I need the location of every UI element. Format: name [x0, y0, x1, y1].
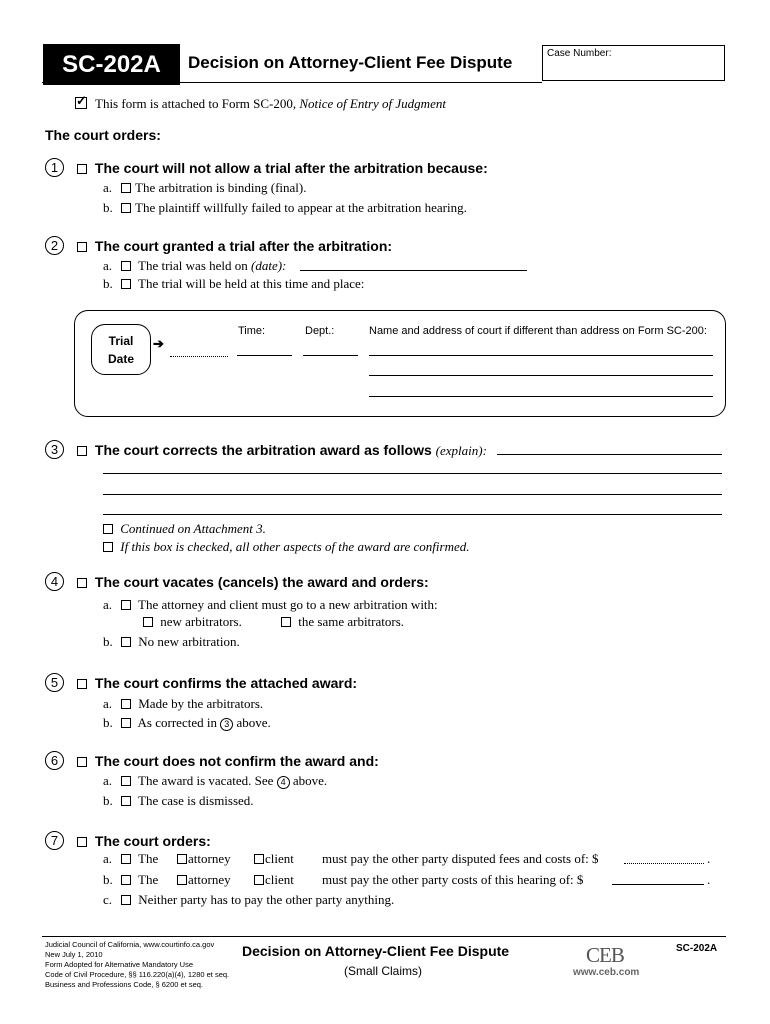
label-b: b. — [103, 634, 113, 649]
footer-subtitle: (Small Claims) — [344, 964, 422, 978]
section-7-b-checkbox[interactable] — [121, 875, 131, 885]
section-6-b-checkbox[interactable] — [121, 796, 131, 806]
label-b: b. — [103, 200, 113, 215]
period: . — [707, 872, 711, 887]
footer-title: Decision on Attorney-Client Fee Dispute — [242, 943, 510, 959]
section-5-a-text: Made by the arbitrators. — [138, 696, 264, 711]
section-7-a — [103, 851, 158, 867]
section-6-b-text: The case is dismissed. — [138, 793, 254, 808]
fees-costs-amount-field[interactable] — [624, 863, 704, 864]
section-2-b-checkbox[interactable] — [121, 279, 131, 289]
label-b: b. — [103, 793, 113, 808]
section-7-a-attorney — [177, 851, 231, 867]
section-2-title — [77, 238, 392, 254]
section-2-title-text: The court granted a trial after the arbitration: — [94, 238, 393, 254]
the-text: The — [138, 872, 159, 887]
section-7-a-text: must pay the other party disputed fees and costs of: $ — [322, 851, 599, 866]
client-text: client — [265, 872, 294, 887]
section-6-b — [103, 793, 254, 809]
section-2-a-checkbox[interactable] — [121, 261, 131, 271]
section-6-title-text: The court does not confirm the award and: — [94, 753, 379, 769]
section-6-a-checkbox[interactable] — [121, 776, 131, 786]
dept-label: Dept.: — [305, 325, 335, 337]
same-arbitrators-checkbox[interactable] — [281, 617, 291, 627]
label-a: a. — [103, 851, 113, 866]
section-7-number: 7 — [45, 831, 64, 850]
section-4-a-opt1 — [143, 614, 242, 630]
section-5-b-text: As corrected in — [137, 715, 217, 730]
section-5-checkbox[interactable] — [77, 679, 87, 689]
header-rule — [42, 82, 542, 83]
attached-text: This form is attached to Form SC-200, — [95, 96, 297, 111]
section-7-b — [103, 872, 158, 888]
court-address-line-1[interactable] — [369, 355, 713, 356]
new-arbitrators-text: new arbitrators. — [160, 614, 242, 629]
label-c: c. — [103, 892, 113, 907]
the-text: The — [138, 851, 159, 866]
trial-badge-line2: Date — [107, 352, 134, 366]
form-title: Decision on Attorney-Client Fee Dispute — [188, 53, 513, 72]
section-2-a-date-label: (date): — [251, 258, 287, 273]
footer-line-2: New July 1, 2010 — [45, 950, 103, 959]
arrow-right-icon: ➔ — [153, 336, 164, 351]
label-b: b. — [103, 872, 113, 887]
section-6-title — [77, 753, 379, 769]
section-7-checkbox[interactable] — [77, 837, 87, 847]
section-1-title-text: The court will not allow a trial after the arbitration because: — [94, 160, 488, 176]
section-3-checkbox[interactable] — [77, 446, 87, 456]
footer-line-4: Code of Civil Procedure, §§ 116.220(a)(4), 1280 et seq. — [45, 970, 230, 979]
section-7-b-attorney-checkbox[interactable] — [177, 875, 187, 885]
confirmed-checkbox[interactable] — [103, 542, 113, 552]
footer-rule — [42, 936, 726, 937]
attached-checkbox[interactable] — [75, 93, 87, 109]
label-a: a. — [103, 597, 113, 612]
section-4-b-text: No new arbitration. — [138, 634, 240, 649]
continued-row — [103, 521, 266, 537]
case-number-box[interactable] — [542, 45, 725, 81]
court-address-line-2[interactable] — [369, 375, 713, 376]
attorney-text: attorney — [188, 851, 231, 866]
trial-dept-field[interactable] — [303, 355, 358, 356]
section-7-b-client — [254, 872, 294, 888]
continued-checkbox[interactable] — [103, 524, 113, 534]
confirmed-text: If this box is checked, all other aspects of the award are confirmed. — [120, 539, 470, 554]
label-a: a. — [103, 180, 113, 195]
label-b: b. — [103, 276, 113, 291]
label-a: a. — [103, 773, 113, 788]
section-4-a — [103, 597, 438, 613]
section-1-number: 1 — [45, 158, 64, 177]
court-address-label: Name and address of court if different than address on Form SC-200: — [369, 325, 707, 337]
correction-line-1[interactable] — [497, 454, 722, 455]
section-ref-3: 3 — [220, 718, 233, 731]
section-2-number: 2 — [45, 236, 64, 255]
label-b: b. — [103, 715, 113, 730]
section-4-a-opt2 — [281, 614, 404, 630]
section-4-checkbox[interactable] — [77, 578, 87, 588]
section-ref-4: 4 — [277, 776, 290, 789]
client-text: client — [265, 851, 294, 866]
trial-time-field[interactable] — [237, 355, 292, 356]
case-number-label: Case Number: — [547, 48, 612, 59]
section-1-b — [103, 200, 467, 216]
section-7-a-attorney-checkbox[interactable] — [177, 854, 187, 864]
attached-row — [75, 93, 446, 112]
section-7-b-attorney — [177, 872, 231, 888]
period: . — [707, 851, 711, 866]
section-1-a-text: The arbitration is binding (final). — [135, 180, 307, 195]
section-3-explain-label: (explain): — [435, 443, 487, 458]
section-5-title — [77, 675, 357, 691]
form-id-badge — [43, 44, 180, 85]
confirmed-row — [103, 539, 470, 555]
hearing-costs-amount-field[interactable] — [612, 884, 704, 885]
correction-line-3[interactable] — [103, 494, 722, 495]
section-7-a-client — [254, 851, 294, 867]
trial-held-date-field[interactable] — [300, 270, 527, 271]
footer-line-1: Judicial Council of California, www.courtinfo.ca.gov — [45, 940, 215, 949]
time-label: Time: — [238, 325, 266, 337]
section-6-a — [103, 773, 327, 789]
section-4-b — [103, 634, 240, 650]
section-5-number: 5 — [45, 673, 64, 692]
section-5-b-post: above. — [236, 715, 271, 730]
court-address-line-3[interactable] — [369, 396, 713, 397]
section-6-a-text: The award is vacated. See — [138, 773, 274, 788]
section-3-title — [77, 442, 487, 459]
checkmark-icon: ✓ — [76, 93, 87, 108]
new-arbitrators-checkbox[interactable] — [143, 617, 153, 627]
section-4-number: 4 — [45, 572, 64, 591]
section-7-c-checkbox[interactable] — [121, 895, 131, 905]
form-id: SC-202A — [62, 51, 161, 78]
attached-form-name: Notice of Entry of Judgment — [299, 96, 446, 111]
correction-line-4[interactable] — [103, 514, 722, 515]
label-a: a. — [103, 696, 113, 711]
section-4-title-text: The court vacates (cancels) the award and orders: — [94, 574, 429, 590]
section-1-a — [103, 180, 306, 196]
section-5-a — [103, 696, 263, 712]
correction-line-2[interactable] — [103, 473, 722, 474]
section-1-checkbox[interactable] — [77, 164, 87, 174]
footer-form-id: SC-202A — [676, 943, 718, 954]
section-6-a-post: above. — [292, 773, 328, 788]
section-4-a-text: The attorney and client must go to a new arbitration with: — [138, 597, 438, 612]
section-1-title — [77, 160, 488, 176]
section-4-a-checkbox[interactable] — [121, 600, 131, 610]
section-1-b-checkbox[interactable] — [121, 203, 131, 213]
trial-date-field[interactable] — [170, 356, 228, 357]
section-6-checkbox[interactable] — [77, 757, 87, 767]
section-2-b-text: The trial will be held at this time and place: — [138, 276, 365, 291]
footer-legal — [45, 940, 229, 990]
section-1-a-checkbox[interactable] — [121, 183, 131, 193]
court-orders-heading: The court orders: — [45, 127, 161, 143]
section-5-a-checkbox[interactable] — [121, 699, 131, 709]
section-5-title-text: The court confirms the attached award: — [94, 675, 358, 691]
continued-text: Continued on Attachment 3. — [120, 521, 266, 536]
section-2-a-text: The trial was held on — [138, 258, 248, 273]
section-7-c-text: Neither party has to pay the other party anything. — [138, 892, 395, 907]
section-7-b-text: must pay the other party costs of this hearing of: $ — [322, 872, 584, 887]
same-arbitrators-text: the same arbitrators. — [298, 614, 405, 629]
section-7-a-client-checkbox[interactable] — [254, 854, 264, 864]
section-5-b — [103, 715, 271, 731]
section-1-b-text: The plaintiff willfully failed to appear at the arbitration hearing. — [135, 200, 467, 215]
section-3-number: 3 — [45, 440, 64, 459]
ceb-url[interactable]: www.ceb.com — [573, 967, 640, 978]
section-4-b-checkbox[interactable] — [121, 637, 131, 647]
ceb-logo: CEB — [586, 943, 624, 967]
section-2-a — [103, 258, 286, 274]
section-7-title-text: The court orders: — [94, 833, 211, 849]
section-4-title — [77, 574, 429, 590]
footer-line-5: Business and Professions Code, § 6200 et seq. — [45, 980, 204, 989]
footer-line-3: Form Adopted for Alternative Mandatory Use — [45, 960, 193, 969]
section-7-a-checkbox[interactable] — [121, 854, 131, 864]
attorney-text: attorney — [188, 872, 231, 887]
section-5-b-checkbox[interactable] — [121, 718, 131, 728]
section-7-title — [77, 833, 211, 849]
section-7-c — [103, 892, 394, 908]
trial-badge-line1: Trial — [108, 334, 134, 348]
section-2-checkbox[interactable] — [77, 242, 87, 252]
label-a: a. — [103, 258, 113, 273]
section-3-title-text: The court corrects the arbitration award as follows — [94, 442, 432, 458]
section-2-b — [103, 276, 364, 292]
trial-date-badge — [91, 324, 151, 375]
section-7-b-client-checkbox[interactable] — [254, 875, 264, 885]
section-6-number: 6 — [45, 751, 64, 770]
